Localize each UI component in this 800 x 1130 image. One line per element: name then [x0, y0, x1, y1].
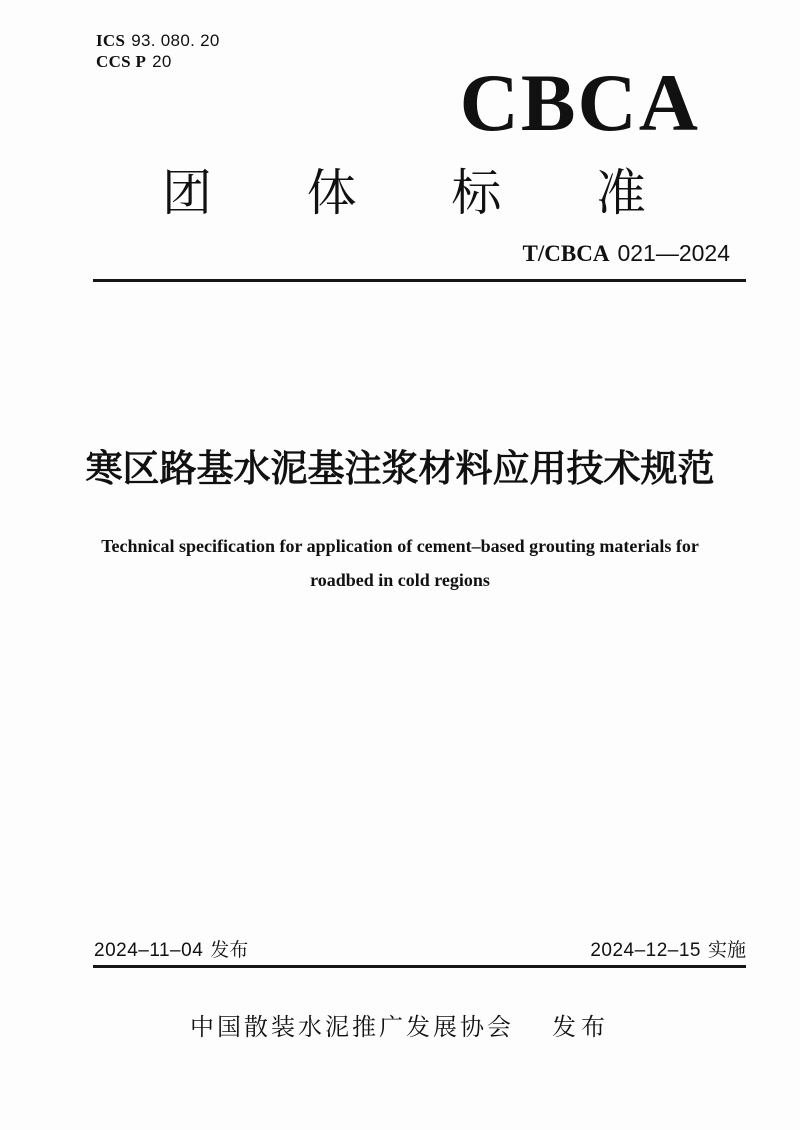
- ics-value: 93. 080. 20: [131, 31, 220, 50]
- issue-date: 2024–11–04: [94, 940, 204, 961]
- title-chinese: 寒区路基水泥基注浆材料应用技术规范: [85, 448, 715, 489]
- standard-type-char: 准: [595, 165, 646, 221]
- classification-codes: [96, 30, 220, 72]
- standard-type-heading: [162, 165, 646, 221]
- standard-type-char: 标: [451, 165, 502, 221]
- ics-label: ICS: [96, 31, 126, 50]
- ccs-value: 20: [152, 52, 172, 71]
- issue-date-group: [94, 940, 248, 963]
- publisher-row: [74, 1013, 726, 1044]
- standard-number-prefix: T/CBCA: [522, 241, 610, 266]
- implementation-date-group: [590, 940, 746, 963]
- issue-label: 发布: [210, 940, 249, 961]
- organization-acronym: CBCA: [459, 57, 700, 148]
- header-rule: [93, 279, 746, 282]
- title-english-line2: roadbed in cold regions: [310, 570, 490, 590]
- ccs-label: CCS P: [96, 52, 147, 71]
- ics-line: [96, 30, 220, 51]
- ccs-line: [96, 51, 220, 72]
- standard-type-char: 团: [162, 165, 212, 221]
- footer-rule: [93, 965, 746, 968]
- publish-label: 发布: [552, 1015, 610, 1041]
- implementation-date: 2024–12–15: [590, 940, 701, 961]
- implementation-label: 实施: [707, 940, 746, 961]
- dates-row: [94, 940, 746, 963]
- publisher-name: 中国散装水泥推广发展协会: [190, 1015, 514, 1041]
- standard-number: [523, 241, 730, 266]
- title-english: [74, 529, 726, 597]
- standard-number-value: 021—2024: [617, 240, 730, 266]
- standard-type-char: 体: [306, 165, 357, 221]
- title-english-line1: Technical specification for application of cement–based grouting materials for: [101, 536, 699, 556]
